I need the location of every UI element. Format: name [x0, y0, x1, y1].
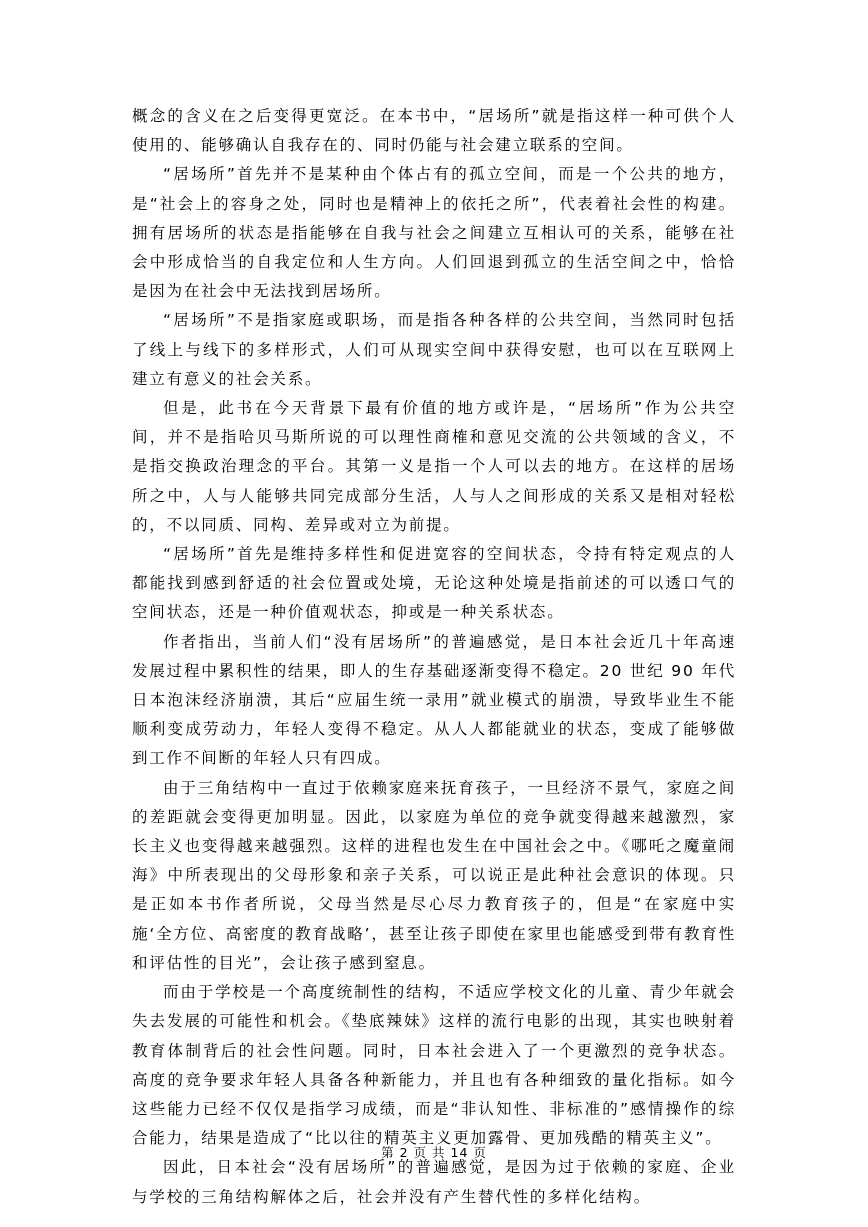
current-page-number: 2: [399, 1145, 409, 1160]
footer-middle: 页 共: [413, 1145, 446, 1160]
paragraph-8: 而由于学校是一个高度统制性的结构，不适应学校文化的儿童、青少年就会失去发展的可能性和机会。《垫底辣妹》这样的流行电影的出现，其实也映射着教育体制背后的社会性问题。同时，日本社会进入了一个更激烈的竞争状态。高度的竞争要求年轻人具备各种新能力，并且也有各种细致的量化指标。如今这些能力已经不仅仅是指学习成绩，而是“非认知性、非标准的”感情操作的综合能力，结果是造成了“比以往的精英主义更加露骨、更加残酷的精英主义”。: [132, 983, 736, 1148]
total-page-count: 14: [450, 1145, 469, 1160]
paragraph-5: “居场所”首先是维持多样性和促进宽容的空间状态，令持有特定观点的人都能找到感到舒适的社会位置或处境，无论这种处境是指前述的可以透口气的空间状态，还是一种价值观状态，抑或是一种关系状态。: [132, 545, 736, 622]
paragraph-6: 作者指出，当前人们“没有居场所”的普遍感觉，是日本社会近几十年高速发展过程中累积性的结果，即人的生存基础逐渐变得不稳定。20 世纪 90 年代日本泡沫经济崩溃，其后“应届生统一录用”就业模式的崩溃，导致毕业生不能顺利变成劳动力，年轻人变得不稳定。从人人都能就业的状态，变成了能够做到工作不间断的年轻人只有四成。: [132, 632, 736, 768]
paragraph-3: “居场所”不是指家庭或职场，而是指各种各样的公共空间，当然同时包括了线上与线下的多样形式，人们可从现实空间中获得安慰，也可以在互联网上建立有意义的社会关系。: [132, 311, 736, 388]
document-body: [132, 102, 736, 1212]
paragraph-1: 概念的含义在之后变得更宽泛。在本书中，“居场所”就是指这样一种可供个人使用的、能够确认自我存在的、同时仍能与社会建立联系的空间。: [132, 107, 736, 155]
paragraph-7: 由于三角结构中一直过于依赖家庭来抚育孩子，一旦经济不景气，家庭之间的差距就会变得更加明显。因此，以家庭为单位的竞争就变得越来越激烈，家长主义也变得越来越强烈。这样的进程也发生在中国社会之中。《哪吒之魔童闹海》中所表现出的父母形象和亲子关系，可以说正是此种社会意识的体现。只是正如本书作者所说，父母当然是尽心尽力教育孩子的，但是“在家庭中实施‘全方位、高密度的教育战略’，甚至让孩子即使在家里也能感受到带有教育性和评估性的目光”，会让孩子感到窒息。: [132, 778, 736, 972]
paragraph-2: “居场所”首先并不是某种由个体占有的孤立空间，而是一个公共的地方，是“社会上的容身之处，同时也是精神上的依托之所”，代表着社会性的构建。拥有居场所的状态是指能够在自我与社会之间建立互相认可的关系，能够在社会中形成恰当的自我定位和人生方向。人们回退到孤立的生活空间之中，恰恰是因为在社会中无法找到居场所。: [132, 165, 736, 301]
footer-prefix: 第: [381, 1145, 395, 1160]
paragraph-4: 但是，此书在今天背景下最有价值的地方或许是，“居场所”作为公共空间，并不是指哈贝马斯所说的可以理性商榷和意见交流的公共领域的含义，不是指交换政治理念的平台。其第一义是指一个人可以去的地方。在这样的居场所之中，人与人能够共同完成部分生活，人与人之间形成的关系又是相对轻松的，不以同质、同构、差异或对立为前提。: [132, 399, 736, 534]
footer-suffix: 页: [473, 1145, 487, 1160]
paragraph-9: 因此，日本社会“没有居场所”的普遍感觉，是因为过于依赖的家庭、企业与学校的三角结构解体之后，社会并没有产生替代性的多样化结构。: [132, 1158, 736, 1206]
page-footer: [0, 1143, 868, 1161]
